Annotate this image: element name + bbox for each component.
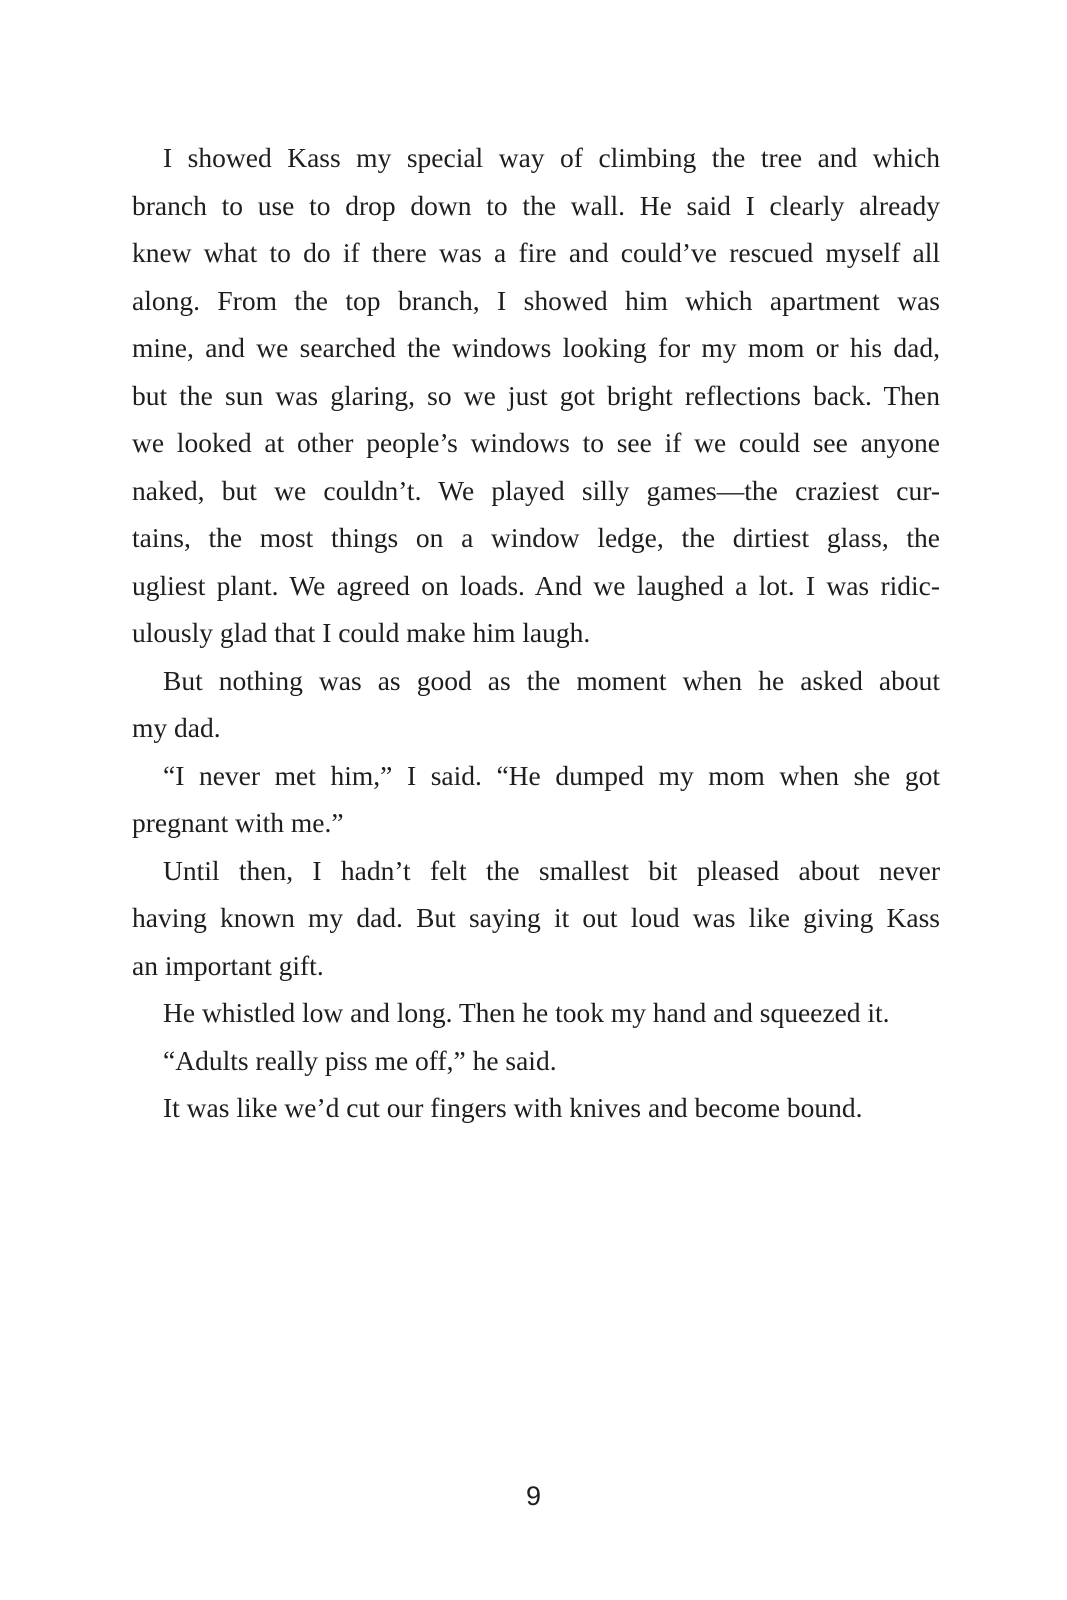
- text-line: He whistled low and long. Then he took my hand and squeezed it.: [163, 997, 890, 1028]
- text-line: tains, the most things on a window ledge, the dirtiest glass, the: [132, 522, 940, 553]
- text-line: ulously glad that I could make him laugh.: [132, 617, 591, 648]
- text-line: having known my dad. But saying it out loud was like giving Kass: [132, 902, 940, 933]
- text-line: ugliest plant. We agreed on loads. And we laughed a lot. I was ridic-: [132, 569, 940, 601]
- text-line: but the sun was glaring, so we just got bright reflections back. Then: [132, 379, 940, 411]
- text-line: But nothing was as good as the moment when he asked about: [163, 664, 940, 696]
- text-line: “Adults really piss me off,” he said.: [163, 1044, 557, 1076]
- text-line: knew what to do if there was a fire and could’ve rescued myself all: [132, 237, 940, 268]
- text-line: we looked at other people’s windows to see if we could see anyone: [132, 427, 940, 458]
- text-line: branch to use to drop down to the wall. He said I clearly already: [132, 189, 940, 221]
- text-line: It was like we’d cut our fingers with knives and become bound.: [163, 1092, 863, 1123]
- text-line: mine, and we searched the windows looking for my mom or his dad,: [132, 332, 940, 363]
- text-line: Until then, I hadn’t felt the smallest bit pleased about never: [163, 854, 940, 886]
- body-text: [132, 134, 940, 1132]
- text-line: pregnant with me.”: [132, 807, 344, 838]
- text-line: along. From the top branch, I showed him which apartment was: [132, 284, 940, 316]
- page-number: 9: [525, 1481, 542, 1511]
- text-line: an important gift.: [132, 949, 324, 981]
- text-line: “I never met him,” I said. “He dumped my mom when she got: [163, 759, 940, 791]
- text-line: my dad.: [132, 712, 221, 743]
- text-line: I showed Kass my special way of climbing the tree and which: [163, 142, 940, 173]
- text-line: naked, but we couldn’t. We played silly games—the craziest cur-: [132, 474, 940, 506]
